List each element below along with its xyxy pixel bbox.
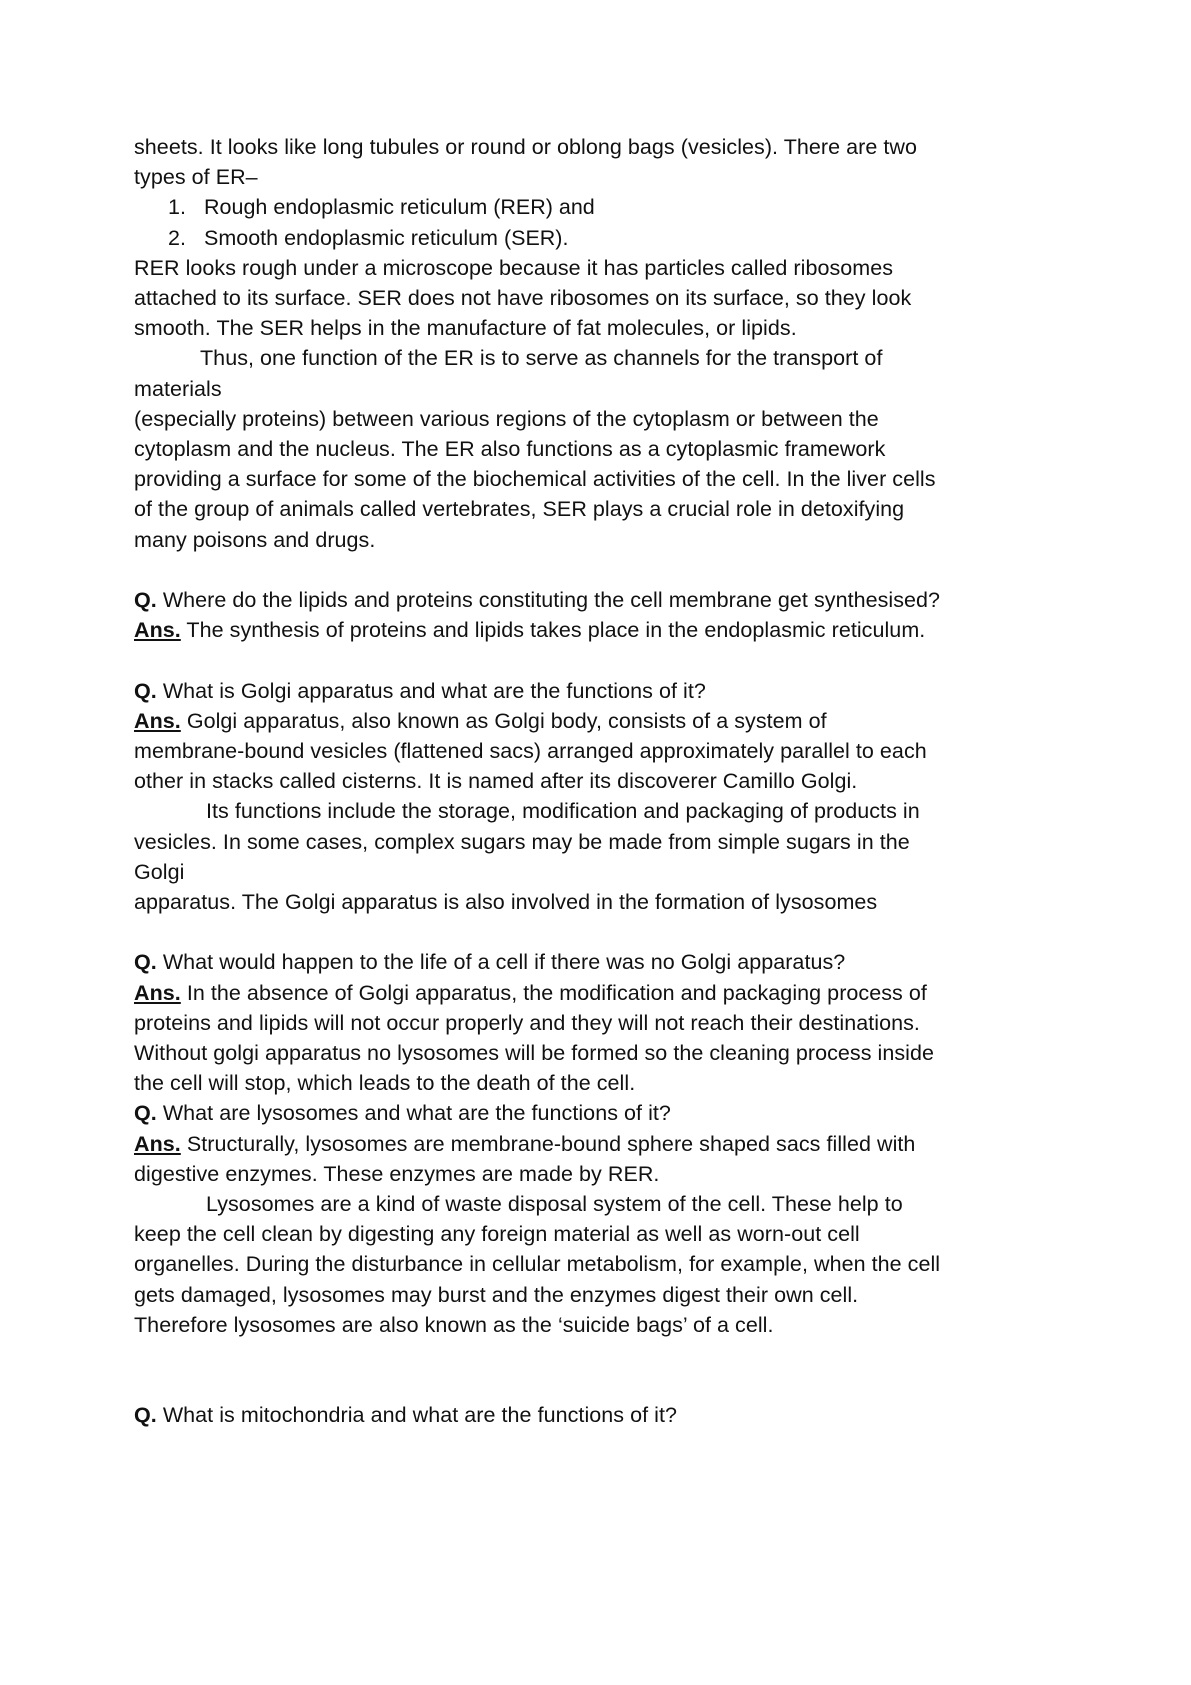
answer-label: Ans. [134, 708, 181, 733]
rer-line-3: smooth. The SER helps in the manufacture of fat molecules, or lipids. [134, 316, 797, 341]
rer-line-2: attached to its surface. SER does not have ribosomes on its surface, so they look [134, 286, 912, 311]
er-function-line-5: of the group of animals called vertebrates, SER plays a crucial role in detoxifying [134, 497, 905, 522]
list-item-label: Rough endoplasmic reticulum (RER) and [204, 195, 595, 220]
er-function-paragraph [134, 343, 974, 554]
answer-continuation-line: Golgi [134, 859, 185, 884]
paragraph-gap [134, 645, 974, 675]
qa-block-mitochondria [134, 1400, 974, 1430]
answer-label: Ans. [134, 980, 181, 1005]
answer-indented-line: Its functions include the storage, modification and packaging of products in [206, 799, 920, 824]
question-label: Q. [134, 678, 157, 703]
question-label: Q. [134, 1403, 157, 1428]
answer-continuation-line: organelles. During the disturbance in cellular metabolism, for example, when the cell [134, 1252, 941, 1277]
answer-text: Golgi apparatus, also known as Golgi body, consists of a system of [180, 708, 827, 733]
rer-line-1: RER looks rough under a microscope because it has particles called ribosomes [134, 255, 894, 280]
answer-line [134, 615, 974, 645]
answer-continuation-line: proteins and lipids will not occur properly and they will not reach their destinations. [134, 1010, 920, 1035]
document-body [134, 132, 974, 1430]
question-label: Q. [134, 588, 157, 613]
question-text: What would happen to the life of a cell if there was no Golgi apparatus? [156, 950, 846, 975]
question-line [134, 947, 974, 977]
answer-label: Ans. [134, 618, 181, 643]
er-function-line-3: cytoplasm and the nucleus. The ER also functions as a cytoplasmic framework [134, 437, 886, 462]
answer-continuation-line: gets damaged, lysosomes may burst and the enzymes digest their own cell. [134, 1282, 859, 1307]
answer-text: In the absence of Golgi apparatus, the modification and packaging process of [180, 980, 927, 1005]
rer-ser-paragraph [134, 253, 974, 344]
list-item-number: 1. [168, 195, 186, 220]
answer-text: The synthesis of proteins and lipids takes place in the endoplasmic reticulum. [180, 618, 926, 643]
er-function-indented-line: Thus, one function of the ER is to serve as channels for the transport of [200, 346, 883, 371]
intro-line-1: sheets. It looks like long tubules or round or oblong bags (vesicles). There are two [134, 135, 917, 159]
answer-continuation-line: other in stacks called cisterns. It is named after its discoverer Camillo Golgi. [134, 769, 858, 794]
answer-continuation-line: Without golgi apparatus no lysosomes will be formed so the cleaning process inside [134, 1041, 935, 1066]
answer-continuation-line: the cell will stop, which leads to the death of the cell. [134, 1071, 636, 1096]
er-function-line-1: materials [134, 376, 222, 401]
question-line [134, 1400, 974, 1430]
list-item-label: Smooth endoplasmic reticulum (SER). [204, 225, 569, 250]
answer-indented-line: Lysosomes are a kind of waste disposal system of the cell. These help to [206, 1192, 903, 1217]
question-line [134, 1098, 974, 1128]
question-text: What is Golgi apparatus and what are the functions of it? [156, 678, 706, 703]
paragraph-gap [134, 555, 974, 585]
answer-continuation-line: membrane-bound vesicles (flattened sacs) arranged approximately parallel to each [134, 739, 927, 764]
answer-continuation-line: vesicles. In some cases, complex sugars may be made from simple sugars in the [134, 829, 910, 854]
answer-line [134, 706, 974, 736]
answer-label: Ans. [134, 1131, 181, 1156]
answer-continuation-line: digestive enzymes. These enzymes are made by RER. [134, 1161, 660, 1186]
question-text: What are lysosomes and what are the functions of it? [156, 1101, 671, 1126]
answer-continuation-line: apparatus. The Golgi apparatus is also involved in the formation of lysosomes [134, 890, 878, 915]
er-function-line-6: many poisons and drugs. [134, 527, 376, 552]
er-types-list [134, 192, 974, 252]
question-text: What is mitochondria and what are the functions of it? [156, 1403, 678, 1428]
er-function-line-2: (especially proteins) between various regions of the cytoplasm or between the [134, 406, 879, 431]
answer-line [134, 978, 974, 1008]
qa-block-no-golgi [134, 947, 974, 1098]
answer-line [134, 1129, 974, 1159]
list-item-number: 2. [168, 225, 186, 250]
qa-block-lysosomes [134, 1098, 974, 1340]
list-item [134, 223, 974, 253]
er-function-line-4: providing a surface for some of the biochemical activities of the cell. In the liver cells [134, 467, 936, 492]
qa-block-golgi-apparatus [134, 676, 974, 918]
intro-line-2: types of ER– [134, 165, 258, 190]
list-item [134, 192, 974, 222]
answer-continuation-line: Therefore lysosomes are also known as the ‘suicide bags’ of a cell. [134, 1312, 774, 1337]
question-line [134, 676, 974, 706]
qa-block-lipids-proteins [134, 585, 974, 645]
paragraph-gap [134, 917, 974, 947]
intro-paragraph [134, 132, 974, 192]
question-line [134, 585, 974, 615]
question-label: Q. [134, 1101, 157, 1126]
section-gap [134, 1340, 974, 1400]
question-text: Where do the lipids and proteins constituting the cell membrane get synthesised? [156, 588, 941, 613]
answer-text: Structurally, lysosomes are membrane-bound sphere shaped sacs filled with [180, 1131, 916, 1156]
question-label: Q. [134, 950, 157, 975]
answer-continuation-line: keep the cell clean by digesting any foreign material as well as worn-out cell [134, 1222, 860, 1247]
